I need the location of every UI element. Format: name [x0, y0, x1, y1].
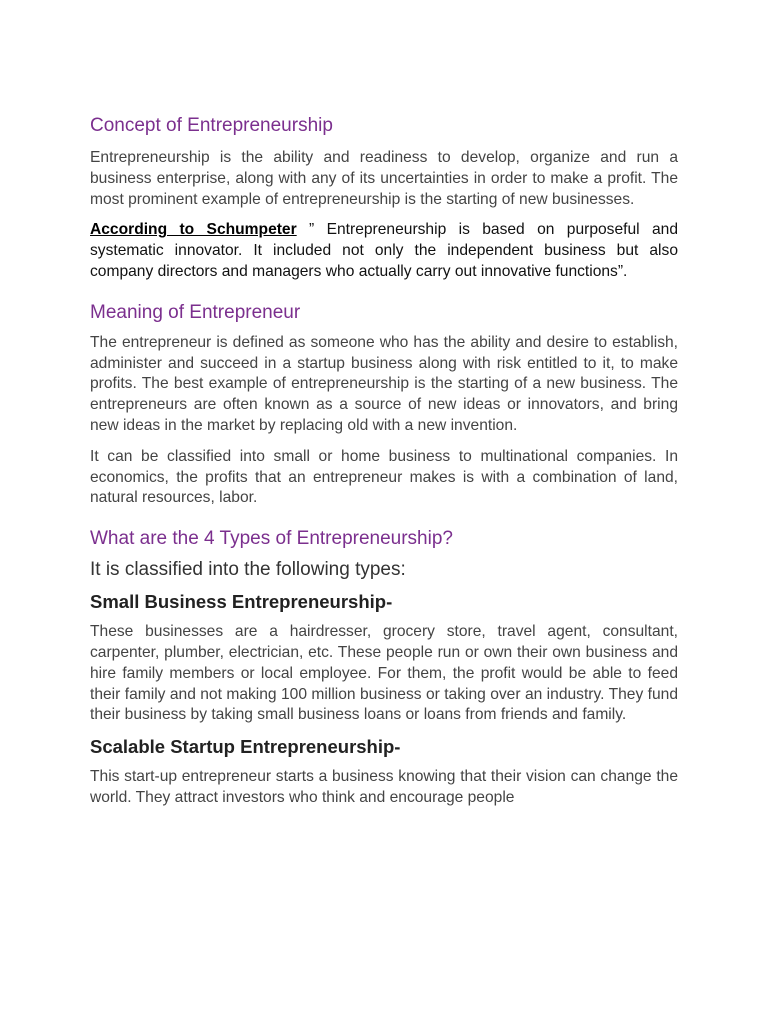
heading-types-of-entrepreneurship: What are the 4 Types of Entrepreneurship? [90, 528, 453, 550]
heading-small-business-entrepreneurship: Small Business Entrepreneurship- [90, 591, 393, 613]
heading-concept-of-entrepreneurship: Concept of Entrepreneurship [90, 115, 333, 136]
document-page [90, 111, 678, 809]
paragraph-scalable-startup: This start-up entrepreneur starts a business knowing that their vision can change the world. They attract investors who think and encourage people [90, 768, 678, 806]
paragraph-meaning-1: The entrepreneur is defined as someone who has the ability and desire to establish, administer and succeed in a startup business along with risk entitled to it, to make profits. The best example of entrepreneurship is the starting of a new business. The entrepreneurs are often known as a source of new ideas or innovators, and bring new ideas in the market by replacing old with a new invention. [90, 333, 678, 434]
paragraph-meaning-2: It can be classified into small or home business to multinational companies. In economics, the profits that an entrepreneur makes is with a combination of land, natural resources, labor. [90, 447, 678, 507]
heading-meaning-of-entrepreneur: Meaning of Entrepreneur [90, 301, 301, 323]
paragraph-small-business: These businesses are a hairdresser, grocery store, travel agent, consultant, carpenter, plumber, electrician, etc. These people run or own their own business and hire family members or local employee. For them, the profit would be able to feed their family and not making 100 million business or taking over an industry. They fund their business by taking small business loans or loans from friends and family. [90, 623, 678, 724]
paragraph-schumpeter-quote [90, 220, 678, 282]
schumpeter-citation: According to Schumpeter [90, 221, 297, 239]
paragraph-concept: Entrepreneurship is the ability and readiness to develop, organize and run a business enterprise, along with any of its uncertainties in order to make a profit. The most prominent example of entrepreneurship is the starting of new businesses. [90, 149, 678, 208]
schumpeter-quote-text: ” Entrepreneurship is based on purposeful and systematic innovator. It included not only the independent business but also company directors and managers who actually carry out innovative functions”. [90, 221, 678, 280]
heading-scalable-startup-entrepreneurship: Scalable Startup Entrepreneurship- [90, 736, 401, 758]
types-lead-text: It is classified into the following types: [90, 559, 406, 581]
